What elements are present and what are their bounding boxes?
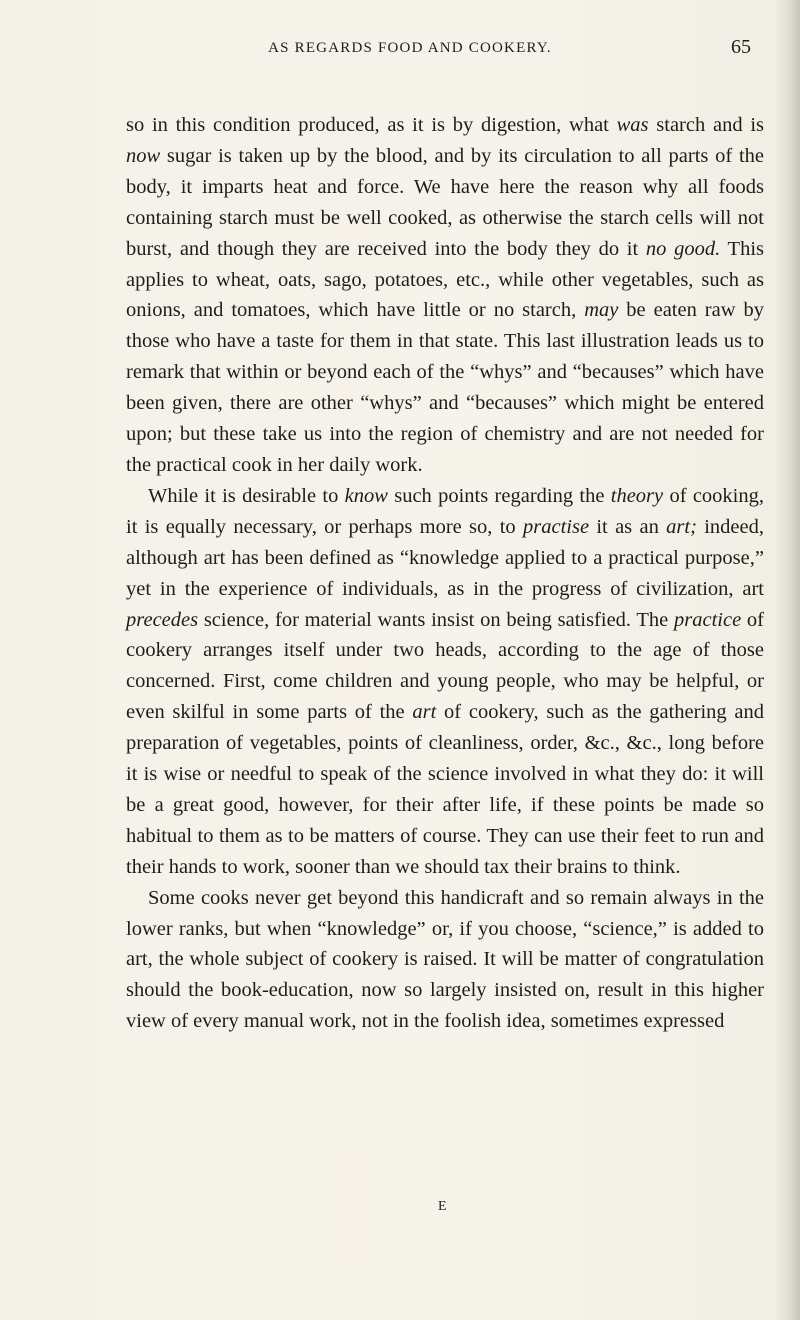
italic-text-run: precedes [126,608,199,631]
italic-text-run: was [616,114,649,136]
running-head-title: AS REGARDS FOOD AND COOKERY. [268,40,552,56]
text-run: starch and is [648,114,764,136]
text-run: This applies to wheat, oats, sago, potatoes, etc., while other vegetables, such as onions, and tomatoes, which have little or no starch, [126,237,765,322]
text-run: Some cooks never get beyond this handicraft and so remain always in the lower ranks, but when “knowledge” or, if you choose, “science,” is added to art, the whole subject of cookery is raised. It will be matter of congratulation should the book-education, now so largely insisted on, result in this higher view of every manual work, not in the foolish idea, sometimes expressed [126,886,764,1033]
italic-text-run: know [344,484,388,507]
italic-text-run: art; [666,515,697,538]
text-run: of cooking, it is equally necessary, or perhaps more so, to [126,484,765,538]
paragraph-3 [126,883,764,1038]
paragraph-1 [126,110,764,481]
text-run: of cookery, such as the gathering and preparation of vegetables, points of cleanliness, order, &c., &c., long before it is wise or needful to speak of the science involved in what they do: it will be a great good, however, for their after life, if these points be made so habitual to them as to be matters of course. They can use their feet to run and their hands to work, sooner than we should tax their brains to think. [126,701,765,878]
page-number: 65 [731,36,751,58]
text-run: such points regarding the [387,484,611,507]
italic-text-run: practice [674,608,742,631]
italic-text-run: theory [610,484,664,507]
italic-text-run: no good. [645,237,721,260]
signature-mark: E [438,1199,447,1214]
paragraph-2 [126,481,764,883]
text-run: it as an [589,515,667,538]
text-run: science, for material wants insist on being satisfied. The [198,608,675,631]
italic-text-run: art [412,701,437,724]
text-run: of cookery arranges itself under two heads, according to the age of those concerned. First, come children and young people, who may be helpful, or even skilful in some parts of the [126,608,765,724]
page-edge-shadow [774,0,800,1320]
text-run: indeed, although art has been defined as “knowledge applied to a practical purpose,” yet in the experience of individuals, as in the progress of civilization, art [126,515,764,600]
text-run: be eaten raw by those who have a taste for them in that state. This last illustration leads us to remark that within or beyond each of the “whys” and “becauses” which have been given, there are other “whys” and “becauses” which might be entered upon; but these take us into the region of chemistry and are not needed for the practical cook in her daily work. [126,299,764,476]
italic-text-run: practise [523,515,590,538]
text-run: While it is desirable to [148,484,345,507]
italic-text-run: may [584,299,619,322]
body-text [126,110,764,1037]
text-run: sugar is taken up by the blood, and by its circulation to all parts of the body, it imparts heat and force. We have here the reason why all foods containing starch must be well cooked, as otherwise the starch cells will not burst, and though they are received into the body they do it [126,144,764,260]
text-run: so in this condition produced, as it is by digestion, what [126,114,617,136]
italic-text-run: now [126,144,161,167]
